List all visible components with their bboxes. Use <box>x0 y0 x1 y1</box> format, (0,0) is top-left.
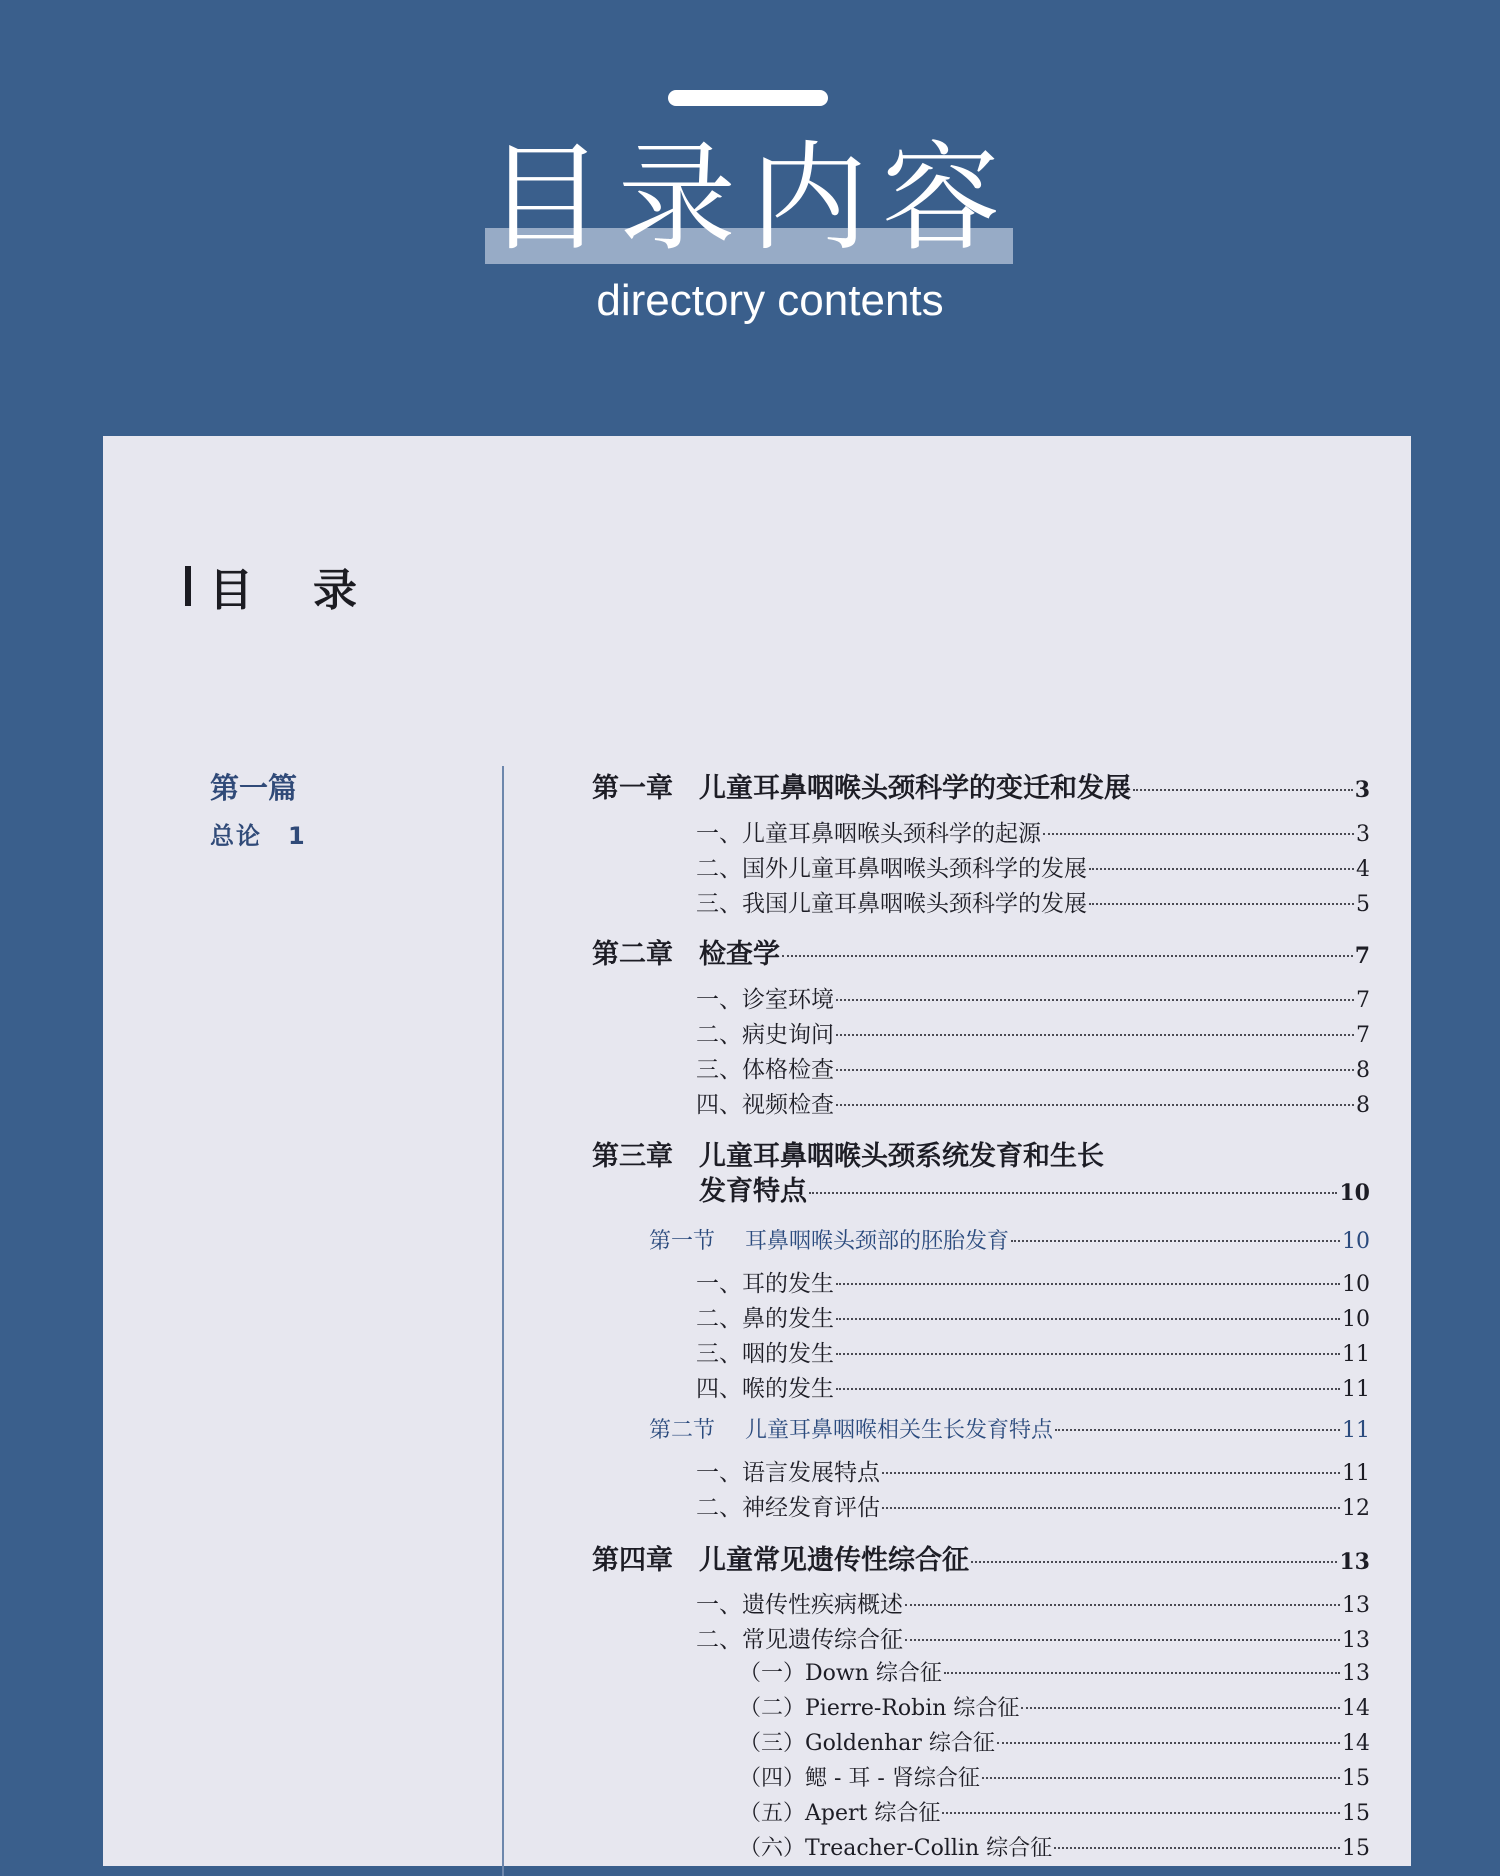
toc-heading <box>185 554 361 618</box>
page-number: 11 <box>1342 1377 1370 1402</box>
section-title: 耳鼻咽喉头颈部的胚胎发育 <box>745 1229 1010 1254</box>
item-title: 二、常见遗传综合征 <box>696 1627 903 1653</box>
toc-item[interactable] <box>696 1621 1370 1654</box>
item-title: 二、病史询问 <box>696 1022 834 1048</box>
toc-item[interactable] <box>696 1051 1370 1084</box>
heading-bar <box>185 566 191 606</box>
leader-dots <box>836 1318 1340 1320</box>
toc-item[interactable] <box>696 1265 1370 1298</box>
divider-line <box>502 766 504 1876</box>
leader-dots <box>882 1472 1340 1474</box>
leader-dots <box>836 1283 1340 1285</box>
toc-item[interactable] <box>696 1016 1370 1049</box>
leader-dots <box>809 1192 1337 1194</box>
page-number: 11 <box>1342 1461 1370 1486</box>
page-number: 10 <box>1339 1180 1370 1206</box>
hero-title: 目录内容 <box>485 129 1014 267</box>
leader-dots <box>782 955 1353 957</box>
chapter-title: 儿童耳鼻咽喉头颈科学的变迁和发展 <box>699 773 1131 804</box>
toc-chapter-4[interactable] <box>592 1538 1370 1577</box>
item-title: 四、视频检查 <box>696 1092 834 1118</box>
section-number: 第二节 <box>649 1418 716 1443</box>
heading-char-2: 录 <box>313 565 361 616</box>
page-number: 10 <box>1342 1307 1370 1332</box>
chapter-number: 第一章 <box>592 773 673 804</box>
item-title: 一、语言发展特点 <box>696 1460 880 1486</box>
chapter-number: 第三章 <box>592 1141 673 1172</box>
leader-dots <box>971 1561 1337 1563</box>
page-number: 7 <box>1356 988 1370 1013</box>
toc-subitem[interactable] <box>739 1796 1370 1827</box>
page-number: 3 <box>1354 777 1370 803</box>
page-number: 10 <box>1342 1229 1370 1254</box>
toc-item[interactable] <box>696 1335 1370 1368</box>
subitem-title: （一）Down 综合征 <box>739 1661 942 1686</box>
item-title: 一、儿童耳鼻咽喉头颈科学的起源 <box>696 821 1041 847</box>
item-title: 一、诊室环境 <box>696 987 834 1013</box>
leader-dots <box>1089 868 1354 870</box>
toc-page <box>103 436 1411 1866</box>
leader-dots <box>836 1353 1340 1355</box>
page-number: 8 <box>1356 1093 1370 1118</box>
leader-dots <box>1043 833 1354 835</box>
page-number: 15 <box>1342 1836 1370 1861</box>
toc-subitem[interactable] <box>739 1656 1370 1687</box>
toc-chapter-2[interactable] <box>592 932 1370 971</box>
leader-dots <box>1055 1429 1340 1431</box>
subitem-title: （六）Treacher-Collin 综合征 <box>739 1836 1053 1861</box>
leader-dots <box>1054 1847 1340 1849</box>
subitem-title: （三）Goldenhar 综合征 <box>739 1731 995 1756</box>
toc-item[interactable] <box>696 1454 1370 1487</box>
section-title: 儿童耳鼻咽喉相关生长发育特点 <box>745 1418 1054 1443</box>
leader-dots <box>942 1812 1340 1814</box>
page-number: 8 <box>1356 1058 1370 1083</box>
leader-dots <box>1089 903 1354 905</box>
toc-subitem[interactable] <box>739 1831 1370 1862</box>
page-number: 10 <box>1342 1272 1370 1297</box>
leader-dots <box>905 1639 1340 1641</box>
page-number: 13 <box>1339 1549 1370 1575</box>
toc-item[interactable] <box>696 850 1370 883</box>
chapter-title: 儿童常见遗传性综合征 <box>699 1545 969 1576</box>
toc-item[interactable] <box>696 815 1370 848</box>
page-number: 11 <box>1342 1418 1370 1443</box>
part-subtitle: 总论 1 <box>210 822 307 850</box>
leader-dots <box>836 1104 1354 1106</box>
subitem-title: （五）Apert 综合征 <box>739 1801 941 1826</box>
page-number: 13 <box>1342 1628 1370 1653</box>
page-number: 13 <box>1342 1661 1370 1686</box>
toc-subitem[interactable] <box>739 1761 1370 1792</box>
leader-dots <box>836 1069 1354 1071</box>
leader-dots <box>836 1034 1354 1036</box>
chapter-number: 第二章 <box>592 939 673 970</box>
leader-dots <box>1021 1707 1340 1709</box>
leader-dots <box>905 1604 1340 1606</box>
leader-dots <box>1133 789 1353 791</box>
toc-chapter-1[interactable] <box>592 766 1370 805</box>
chapter-title: 儿童耳鼻咽喉头颈系统发育和生长 <box>699 1141 1104 1172</box>
item-title: 三、体格检查 <box>696 1057 834 1083</box>
toc-subitem[interactable] <box>739 1726 1370 1757</box>
toc-item[interactable] <box>696 1086 1370 1119</box>
item-title: 二、国外儿童耳鼻咽喉头颈科学的发展 <box>696 856 1087 882</box>
toc-section[interactable] <box>649 1224 1370 1255</box>
chapter-title: 检查学 <box>699 939 780 970</box>
item-title: 四、喉的发生 <box>696 1376 834 1402</box>
page-number: 7 <box>1354 943 1370 969</box>
toc-section[interactable] <box>649 1413 1370 1444</box>
page-number: 15 <box>1342 1801 1370 1826</box>
leader-dots <box>836 1388 1340 1390</box>
page-number: 7 <box>1356 1023 1370 1048</box>
page-number: 4 <box>1356 857 1370 882</box>
page-number: 5 <box>1356 892 1370 917</box>
decorative-top-bar <box>668 90 828 106</box>
item-title: 一、耳的发生 <box>696 1271 834 1297</box>
leader-dots <box>997 1742 1340 1744</box>
page-number: 15 <box>1342 1766 1370 1791</box>
toc-chapter-3[interactable] <box>592 1134 1370 1173</box>
item-title: 二、神经发育评估 <box>696 1495 880 1521</box>
chapter-title-cont: 发育特点 <box>699 1176 807 1207</box>
leader-dots <box>944 1672 1340 1674</box>
item-title: 一、遗传性疾病概述 <box>696 1592 903 1618</box>
item-title: 二、鼻的发生 <box>696 1306 834 1332</box>
page-number: 13 <box>1342 1593 1370 1618</box>
page-number: 12 <box>1342 1496 1370 1521</box>
toc-subitem[interactable] <box>739 1691 1370 1722</box>
heading-char-1: 目 <box>209 565 257 616</box>
part-title: 第一篇 <box>210 771 298 805</box>
toc-item[interactable] <box>696 1489 1370 1522</box>
toc-item[interactable] <box>696 981 1370 1014</box>
toc-item[interactable] <box>696 1300 1370 1333</box>
toc-item[interactable] <box>696 885 1370 918</box>
leader-dots <box>1011 1240 1340 1242</box>
toc-item[interactable] <box>696 1586 1370 1619</box>
page-number: 11 <box>1342 1342 1370 1367</box>
chapter-number: 第四章 <box>592 1545 673 1576</box>
leader-dots <box>982 1777 1340 1779</box>
toc-item[interactable] <box>696 1370 1370 1403</box>
leader-dots <box>882 1507 1340 1509</box>
toc-chapter-3-cont[interactable] <box>699 1169 1370 1208</box>
hero-subtitle: directory contents <box>596 276 944 325</box>
item-title: 三、我国儿童耳鼻咽喉头颈科学的发展 <box>696 891 1087 917</box>
page-number: 14 <box>1342 1731 1370 1756</box>
section-number: 第一节 <box>649 1229 716 1254</box>
subitem-title: （四）鳃 - 耳 - 肾综合征 <box>739 1766 980 1791</box>
subitem-title: （二）Pierre-Robin 综合征 <box>739 1696 1020 1721</box>
leader-dots <box>836 999 1354 1001</box>
page-number: 3 <box>1356 822 1370 847</box>
item-title: 三、咽的发生 <box>696 1341 834 1367</box>
page-number: 14 <box>1342 1696 1370 1721</box>
